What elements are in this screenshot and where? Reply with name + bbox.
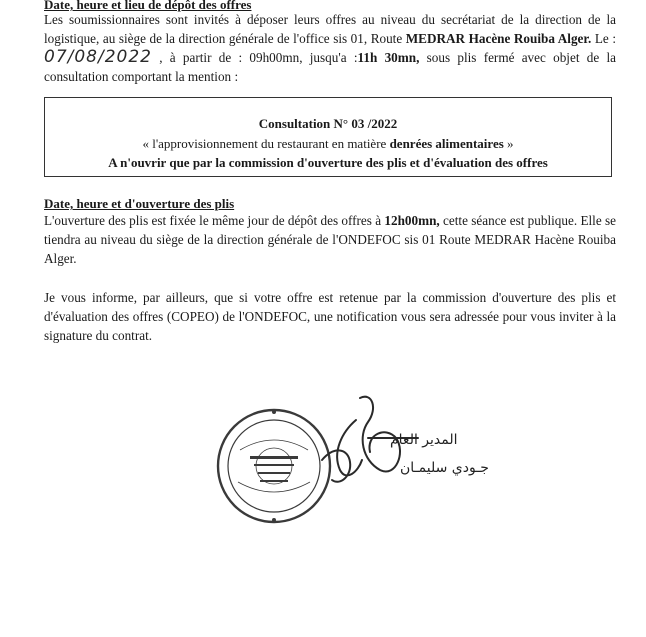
subject-pre: « l'approvisionnement du restaurant en matière [142,136,390,151]
opening-location: cette séance est publique. Elle se tiendra au niveau du siège de la direction générale de l'ONDEFOC sis 01 Route MEDRAR Hacène Rouiba Alger. [44,213,616,266]
handwritten-date: 07/08/2022 [44,47,152,67]
opening-text: L'ouverture des plis est fixée le même jour de dépôt des offres à [44,213,385,228]
opening-heading: Date, heure et d'ouverture des plis [44,196,235,211]
consultation-number: Consultation N° 03 /2022 [258,116,398,131]
notification-paragraph: Je vous informe, par ailleurs, que si votre offre est retenue par la commission d'ouverture des plis et d'évaluation des offres (COPEO) de l'ONDEFOC, une notification vous sera adressée pour vous inviter à la signature du contrat. [44,290,616,343]
subject-bold: denrées alimentaires [389,136,504,151]
signatory-name: جـودي سليمـان [400,460,489,476]
deposit-heading: Date, heure et lieu de dépôt des offres [44,0,252,12]
opening-paragraph [44,211,616,268]
consultation-instruction: A n'ouvrir que par la commission d'ouverture des plis et d'évaluation des offres [108,155,548,170]
subject-post: » [503,136,514,151]
opening-time: 12h00mn, [384,213,440,228]
deposit-paragraph [44,10,616,86]
consultation-box [44,97,612,177]
deposit-from: , à partir de : 09h00mn, jusqu'a : [151,50,358,65]
deposit-text: Les soumissionnaires sont invités à déposer leurs offres au niveau du secrétariat de la direction de la logistique, au siège de la direction générale de l'office sis 01, Route [44,12,616,46]
signatory-title: المدير العام [390,432,458,448]
deposit-end: sous plis fermé avec objet de la consultation comportant la mention : [44,50,616,84]
consultation-subject [45,136,611,152]
deposit-le: Le : [591,31,616,46]
deposit-address: MEDRAR Hacène Rouiba Alger. [405,31,592,46]
deposit-until-time: 11h 30mn, [357,50,420,65]
signature-block [210,390,530,540]
